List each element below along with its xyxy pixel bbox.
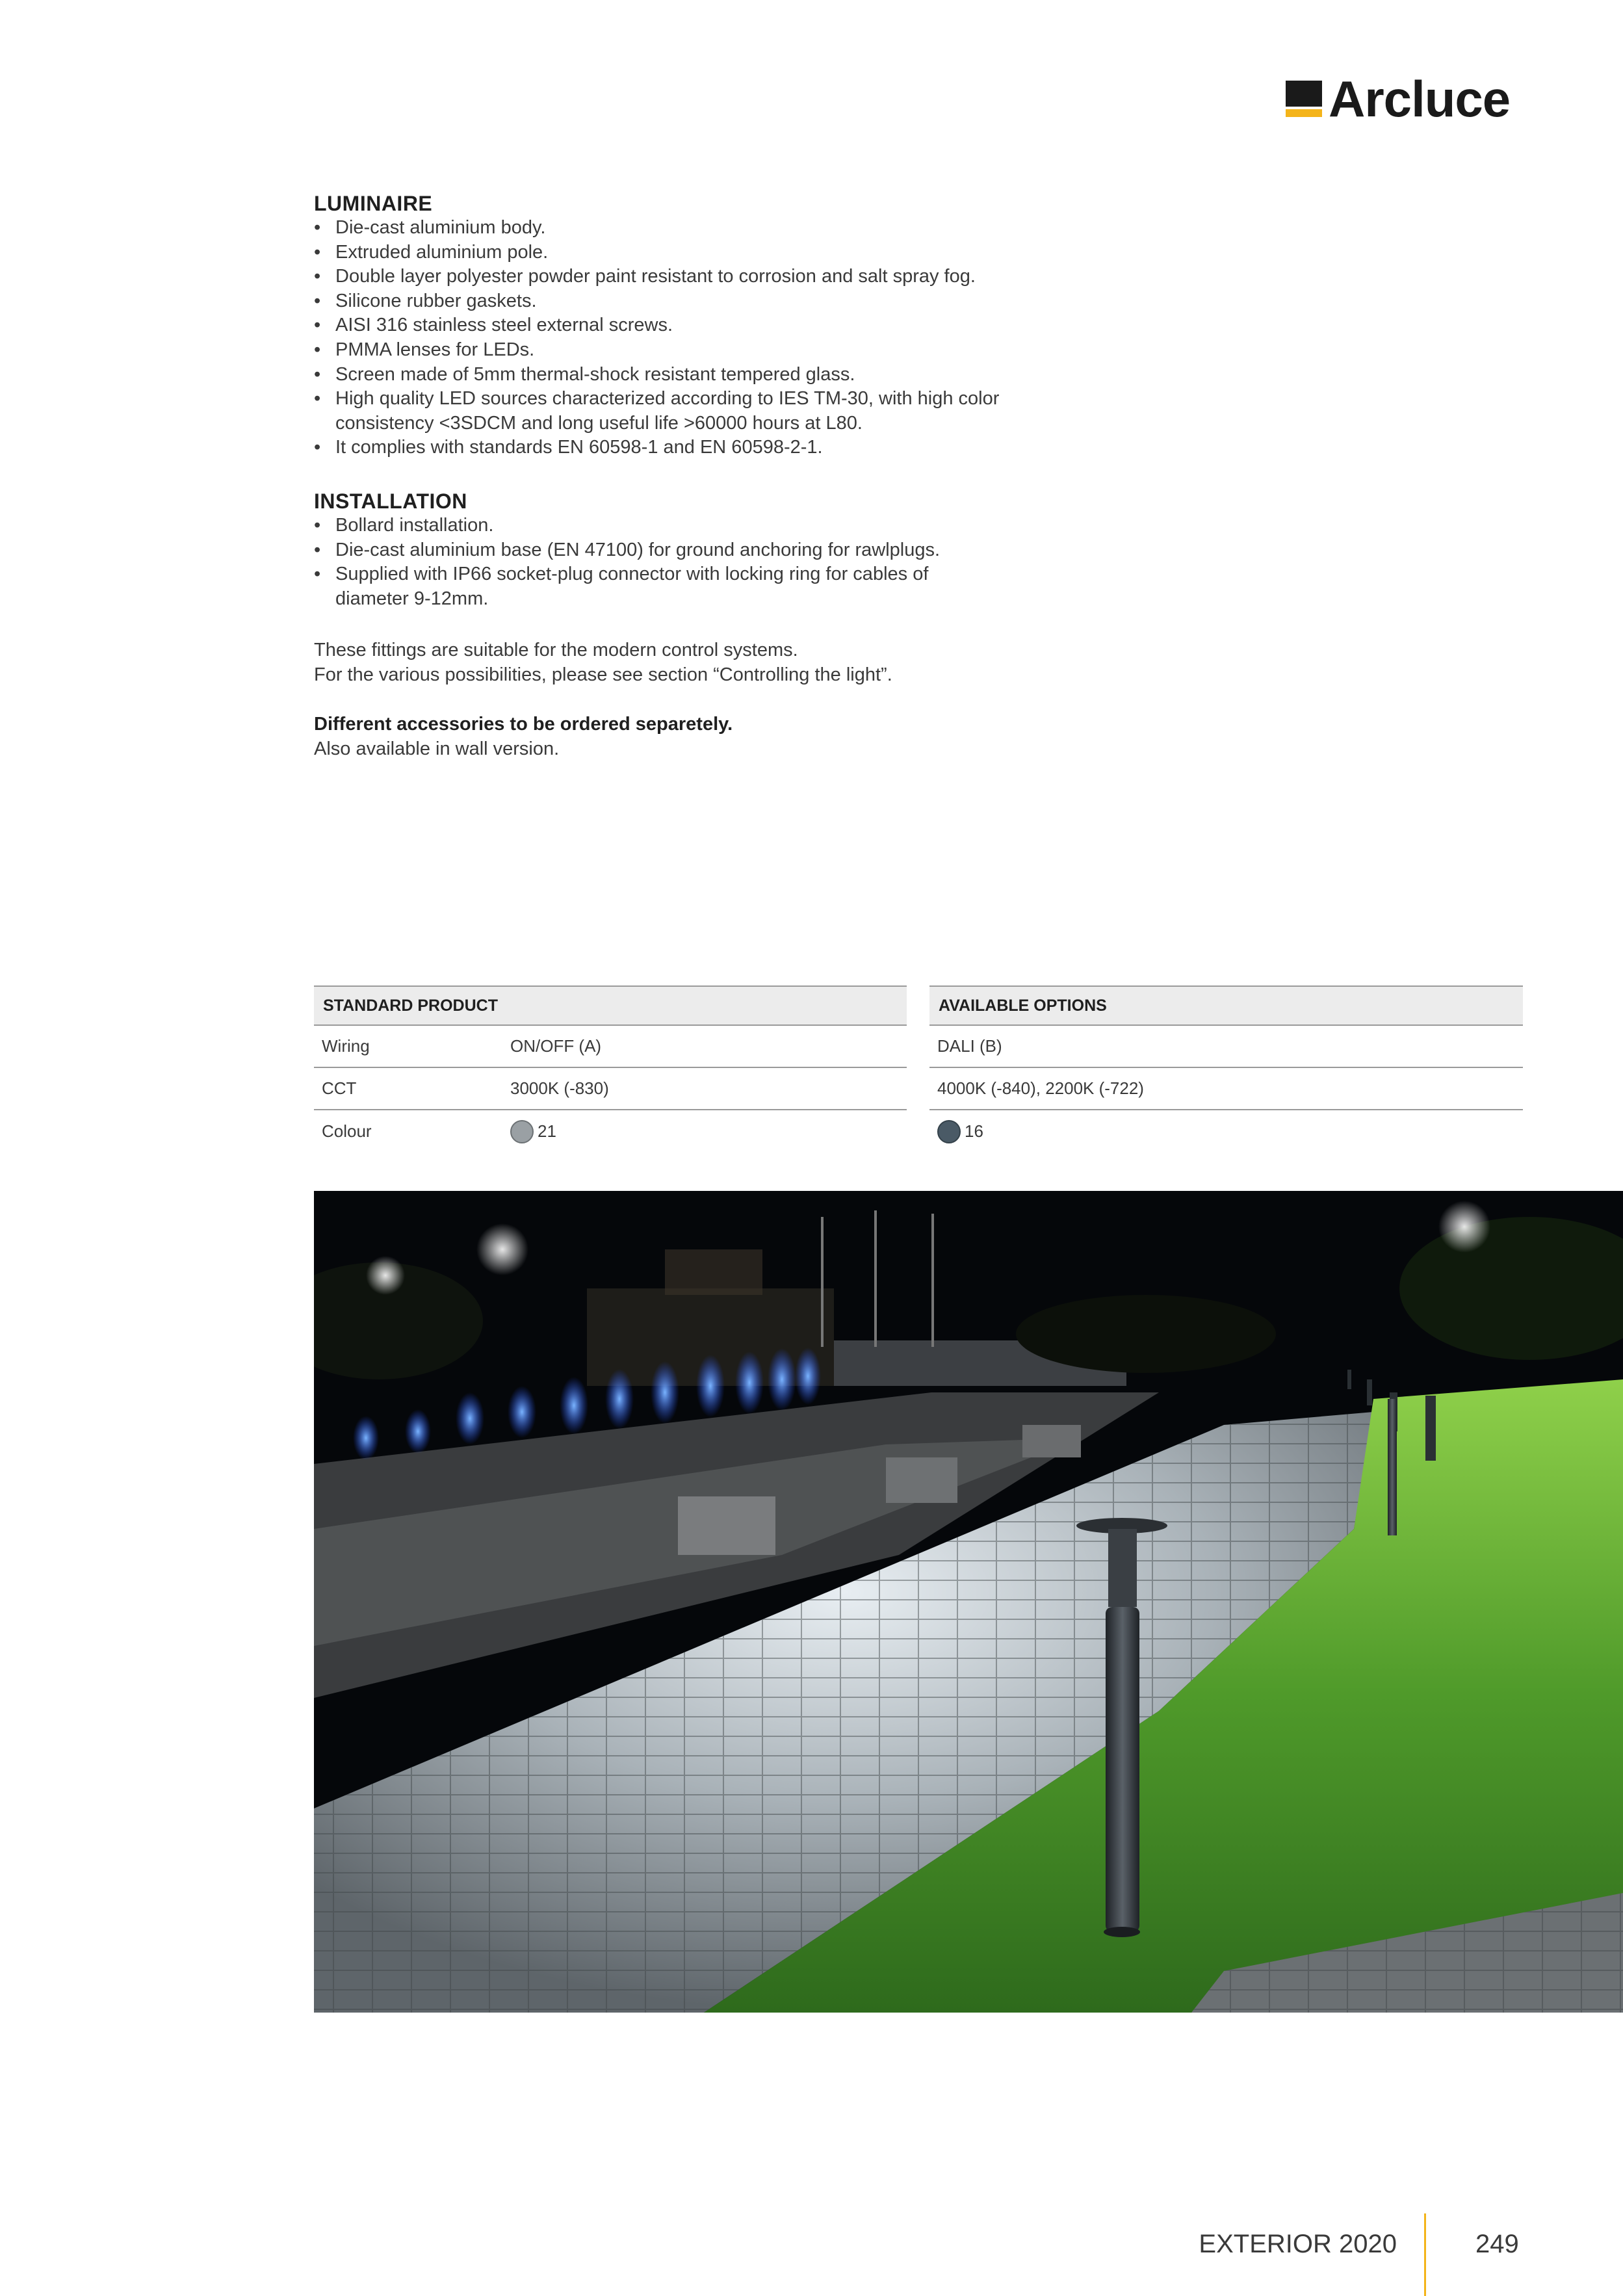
colour-swatch-icon	[937, 1120, 961, 1143]
list-item: • AISI 316 stainless steel external screws.	[314, 313, 1126, 338]
available-options-table	[929, 985, 1523, 1153]
colour-label: Colour	[322, 1121, 372, 1141]
logo-mark-icon	[1286, 81, 1322, 117]
notes-section	[314, 638, 1126, 687]
installation-heading: INSTALLATION	[314, 489, 467, 513]
accessories-section	[314, 712, 1126, 761]
colour-value	[510, 1120, 556, 1143]
list-item: • Silicone rubber gaskets.	[314, 289, 1126, 314]
standard-product-header: STANDARD PRODUCT	[314, 985, 907, 1026]
wiring-option: DALI (B)	[937, 1036, 1002, 1056]
cct-label: CCT	[322, 1078, 357, 1098]
installation-list	[314, 514, 1126, 611]
wiring-value: ON/OFF (A)	[510, 1036, 602, 1056]
accessories-note: Different accessories to be ordered separetely.	[314, 714, 733, 735]
colour-swatch-icon	[510, 1120, 534, 1143]
table-row	[314, 1068, 907, 1110]
cct-value: 3000K (-830)	[510, 1078, 609, 1098]
list-item: • Die-cast aluminium base (EN 47100) for ground anchoring for rawlplugs.	[314, 538, 1126, 563]
colour-code: 16	[965, 1121, 983, 1141]
wall-version-note: Also available in wall version.	[314, 738, 560, 759]
controlling-light-note: For the various possibilities, please see section “Controlling the light”.	[314, 664, 892, 685]
colour-code: 21	[538, 1121, 556, 1141]
table-row	[314, 1026, 907, 1068]
table-row	[314, 1110, 907, 1153]
available-options-header: AVAILABLE OPTIONS	[929, 985, 1523, 1026]
installation-section	[314, 489, 1126, 611]
control-systems-note: These fittings are suitable for the modern control systems.	[314, 640, 798, 660]
luminaire-section	[314, 191, 1126, 460]
table-row	[929, 1110, 1523, 1153]
list-item: • High quality LED sources characterized according to IES TM-30, with high color consistency <3SDCM and long useful life >60000 hours at L80.	[314, 387, 1037, 436]
list-item: • PMMA lenses for LEDs.	[314, 338, 1126, 363]
product-photo	[314, 1191, 1623, 2013]
table-row	[929, 1068, 1523, 1110]
list-item: • Die-cast aluminium body.	[314, 216, 1126, 241]
page-number: 249	[1475, 2230, 1519, 2258]
colour-option	[929, 1120, 983, 1143]
brand-name: Arcluce	[1329, 70, 1511, 127]
luminaire-list	[314, 216, 1126, 460]
list-item: • Double layer polyester powder paint resistant to corrosion and salt spray fog.	[314, 265, 1126, 289]
footer-divider	[1424, 2213, 1426, 2296]
cct-option: 4000K (-840), 2200K (-722)	[937, 1078, 1144, 1098]
luminaire-heading: LUMINAIRE	[314, 192, 433, 215]
list-item: • Bollard installation.	[314, 514, 1126, 538]
list-item: • Screen made of 5mm thermal-shock resistant tempered glass.	[314, 363, 1126, 387]
standard-product-table	[314, 985, 907, 1153]
footer-section-title: EXTERIOR 2020	[1199, 2230, 1397, 2258]
wiring-label: Wiring	[322, 1036, 370, 1056]
list-item: • It complies with standards EN 60598-1 and EN 60598-2-1.	[314, 436, 1126, 460]
brand-logo	[1286, 70, 1511, 127]
list-item: • Supplied with IP66 socket-plug connector with locking ring for cables of diameter 9-12mm.	[314, 562, 985, 611]
table-row	[929, 1026, 1523, 1068]
list-item: • Extruded aluminium pole.	[314, 241, 1126, 265]
